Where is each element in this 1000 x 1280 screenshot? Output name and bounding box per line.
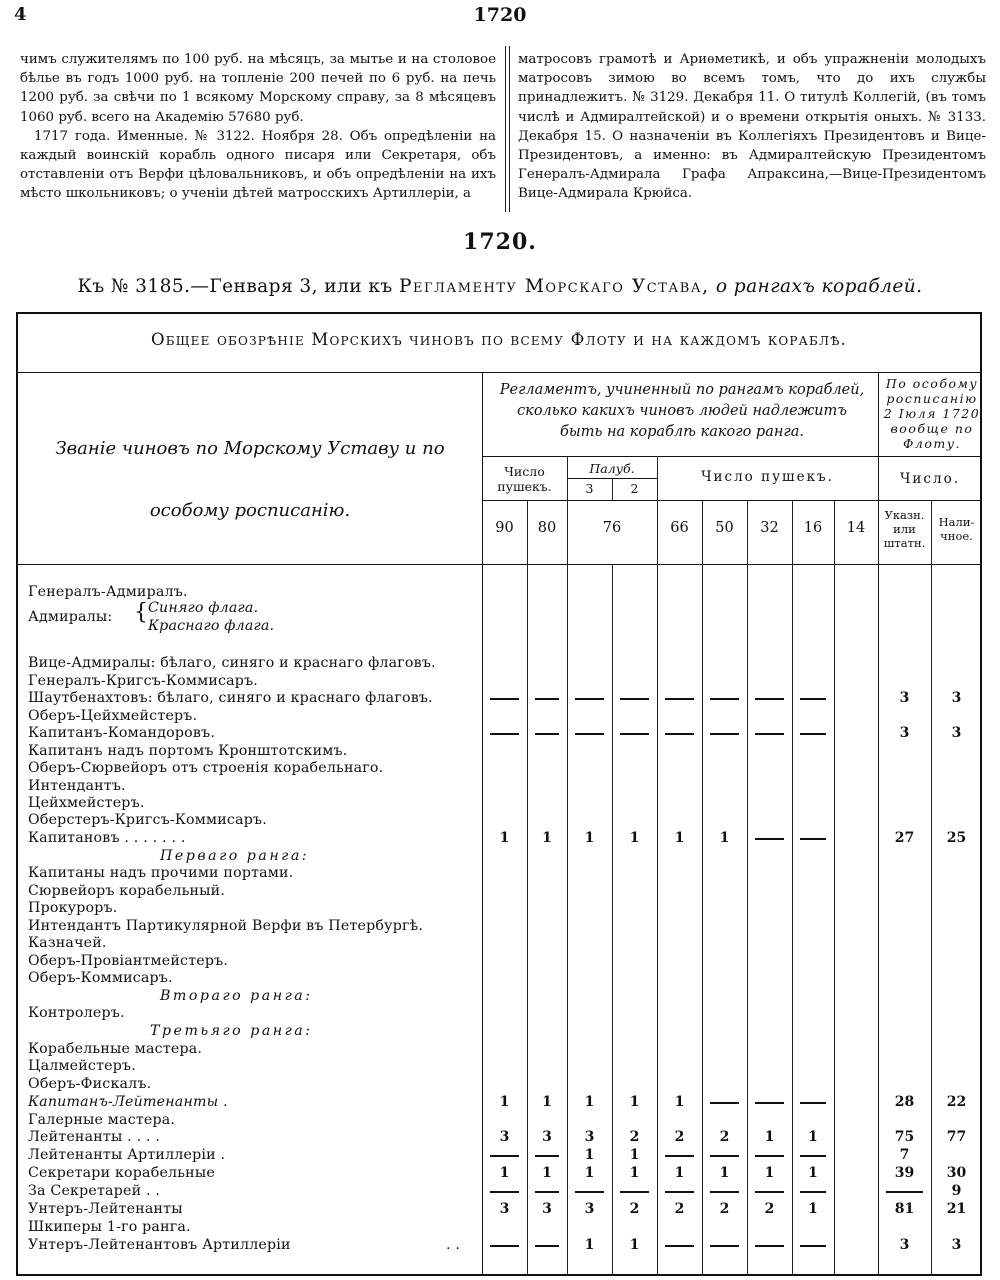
dash-mark xyxy=(886,1191,923,1193)
section-year: 1720. xyxy=(463,229,537,255)
reg-header-line-1: Регламентъ, учиненный по рангамъ кораблей, сколько какихъ чиновъ людей надлежитъ xyxy=(499,382,865,419)
rank-label: Синяго флага. xyxy=(148,600,259,616)
rank-label: Шаутбенахтовъ: бѣлаго, синяго и краснаго флаговъ. xyxy=(28,690,433,706)
rule-reg-header xyxy=(482,456,982,457)
rank-label: За Секретарей . . xyxy=(28,1183,161,1199)
page-number: 4 xyxy=(14,4,27,25)
rank-label: Оберъ-Сюрвейоръ отъ строенія корабельнаго. xyxy=(28,760,384,776)
table-cell: 75 xyxy=(894,1129,915,1145)
rank-label: Капитаны надъ прочими портами. xyxy=(28,865,294,881)
table-cell: 1 xyxy=(808,1129,818,1145)
rank-label: Оберстеръ-Кригсъ-Коммисаръ. xyxy=(28,812,267,828)
table-cell: 2 xyxy=(719,1129,730,1145)
dash-mark xyxy=(710,733,739,735)
rank-column-header xyxy=(24,418,476,542)
count-official xyxy=(878,508,931,550)
body-vline-16 xyxy=(834,564,835,1276)
spec-line-3: 2 Іюля 1720 xyxy=(883,406,981,421)
table-cell: 3 xyxy=(899,725,910,741)
rank-subheading: Втораго ранга: xyxy=(160,988,313,1004)
spec-line-1: По особому xyxy=(885,376,979,391)
table-cell: 2 xyxy=(764,1201,775,1217)
dash-mark xyxy=(800,1155,826,1157)
table-cell: 9 xyxy=(951,1183,962,1199)
table-title: Общее обозрѣніе Морскихъ чиновъ по всему Флоту и на каждомъ кораблѣ. xyxy=(150,330,847,349)
table-cell: 1 xyxy=(629,830,640,846)
table-cell: 7 xyxy=(899,1147,910,1163)
rank-label: Капитанъ-Лейтенанты . xyxy=(28,1094,228,1110)
dash-mark xyxy=(800,1191,826,1193)
dash-mark xyxy=(535,1191,559,1193)
table-cell: 1 xyxy=(499,1094,510,1110)
dash-mark xyxy=(490,1245,519,1247)
table-cell: 1 xyxy=(584,1094,595,1110)
table-cell: 1 xyxy=(808,1201,818,1217)
rank-label: Оберъ-Фискалъ. xyxy=(28,1076,152,1092)
rank-subheading: Третьяго ранга: xyxy=(150,1023,313,1039)
guns-16: 16 xyxy=(803,520,823,536)
rank-label: Контролеръ. xyxy=(28,1005,125,1021)
dash-mark xyxy=(755,698,784,700)
table-cell: 3 xyxy=(899,1237,910,1253)
dash-mark xyxy=(490,1155,519,1157)
table-cell: 1 xyxy=(499,1165,510,1181)
rank-label: Галерные мастера. xyxy=(28,1112,176,1128)
table-cell: 1 xyxy=(674,1094,685,1110)
table-cell: 3 xyxy=(542,1129,552,1145)
table-cell: 1 xyxy=(584,1165,595,1181)
table-cell: 3 xyxy=(951,1237,962,1253)
rank-label: Цейхмейстеръ. xyxy=(28,795,145,811)
guns-32: 32 xyxy=(760,520,779,536)
table-cell: 2 xyxy=(674,1129,685,1145)
rank-label: Цалмейстеръ. xyxy=(28,1058,136,1074)
dash-mark xyxy=(665,1245,694,1247)
count-official-3: штатн. xyxy=(883,536,926,550)
dash-mark xyxy=(710,698,739,700)
heading-ranks: о рангахъ кораблей. xyxy=(715,276,923,297)
rank-label: Лейтенанты . . . . xyxy=(28,1129,161,1145)
table-cell: 1 xyxy=(719,830,730,846)
left-paragraph-2: 1717 года. Именные. № 3122. Ноября 28. Объ опредѣленіи на каждый воинскій корабль одного писаря или Секретаря, объ отставленіи отъ Верфи цѣловальниковъ, и объ опредѣленіи на ихъ мѣсто школьниковъ; о ученіи дѣтей матросскихъ Артиллеріи, а xyxy=(20,128,496,202)
dash-mark xyxy=(575,733,604,735)
table-cell: 1 xyxy=(542,1165,552,1181)
dash-mark xyxy=(710,1102,739,1104)
dash-mark xyxy=(620,698,649,700)
right-column-text xyxy=(518,50,986,204)
table-cell: 1 xyxy=(584,1237,595,1253)
guns-50: 50 xyxy=(715,520,734,536)
rank-label: Сюрвейоръ корабельный. xyxy=(28,883,226,899)
table-cell: 1 xyxy=(674,830,685,846)
table-cell: 2 xyxy=(629,1201,640,1217)
guns-14: 14 xyxy=(846,520,866,536)
table-cell: 3 xyxy=(584,1201,595,1217)
table-cell: 1 xyxy=(629,1094,640,1110)
dash-mark xyxy=(535,698,559,700)
dash-mark xyxy=(535,1245,559,1247)
dash-mark xyxy=(490,1191,519,1193)
table-cell: 1 xyxy=(764,1129,775,1145)
dash-mark xyxy=(755,1155,784,1157)
table-cell: 2 xyxy=(674,1201,685,1217)
table-cell: 22 xyxy=(946,1094,967,1110)
dots-leader: . . xyxy=(446,1237,461,1253)
table-cell: 30 xyxy=(946,1165,967,1181)
dash-mark xyxy=(755,733,784,735)
dash-mark xyxy=(620,1191,649,1193)
table-cell: 1 xyxy=(808,1165,818,1181)
table-cell: 1 xyxy=(719,1165,730,1181)
dash-mark xyxy=(800,698,826,700)
table-cell: 21 xyxy=(946,1201,967,1217)
rank-label: Капитановъ . . . . . . . xyxy=(28,830,186,846)
dash-mark xyxy=(800,1245,826,1247)
dash-mark xyxy=(755,838,784,840)
rank-label: Прокуроръ. xyxy=(28,900,118,916)
special-schedule-header xyxy=(882,376,982,451)
rank-label: Краснаго флага. xyxy=(148,618,275,634)
dash-mark xyxy=(710,1155,739,1157)
left-column-text xyxy=(20,50,496,204)
dash-mark xyxy=(575,698,604,700)
dash-mark xyxy=(800,733,826,735)
count-actual-2: чное. xyxy=(940,529,973,543)
table-cell: 25 xyxy=(946,830,967,846)
dash-mark xyxy=(800,838,826,840)
dash-mark xyxy=(800,1102,826,1104)
spec-line-2: росписанію xyxy=(886,391,978,406)
rank-label: Генералъ-Кригсъ-Коммисаръ. xyxy=(28,673,259,689)
rank-label: Адмиралы: xyxy=(28,609,113,625)
dash-mark xyxy=(665,698,694,700)
running-year: 1720 xyxy=(473,4,527,26)
rank-label: Лейтенанты Артиллеріи . xyxy=(28,1147,226,1163)
table-cell: 3 xyxy=(951,690,962,706)
rank-label: Корабельные мастера. xyxy=(28,1041,203,1057)
rank-label: Оберъ-Цейхмейстеръ. xyxy=(28,708,198,724)
table-cell: 1 xyxy=(629,1165,640,1181)
table-cell: 1 xyxy=(674,1165,685,1181)
rank-label: Капитанъ-Командоровъ. xyxy=(28,725,216,741)
rank-label: Генералъ-Адмиралъ. xyxy=(28,584,188,600)
rank-label: Интендантъ. xyxy=(28,778,126,794)
rank-label: Капитанъ надъ портомъ Кронштотскимъ. xyxy=(28,743,348,759)
rank-label: Секретари корабельные xyxy=(28,1165,215,1181)
table-cell: 1 xyxy=(584,1147,595,1163)
guns-66: 66 xyxy=(670,520,689,536)
heading-prefix: Къ № 3185.—Генваря 3, или къ xyxy=(77,276,393,297)
left-paragraph-1: чимъ служителямъ по 100 руб. на мѣсяцъ, за мытье и на столовое бѣлье въ годъ 1000 руб. на топленіе 200 печей по 6 руб. на печь 1200 руб. за свѣчи по 1 всякому Морскому справу, за 8 мѣсяцевъ 1060 руб. всего на Академію 57680 руб. xyxy=(20,52,496,125)
rank-label: Унтеръ-Лейтенантовъ Артиллеріи xyxy=(28,1237,291,1253)
dash-mark xyxy=(665,733,694,735)
brace-glyph: { xyxy=(134,600,149,625)
guns-label-a-2: пушекъ. xyxy=(497,479,552,494)
rank-label: Унтеръ-Лейтенанты xyxy=(28,1201,183,1217)
table-cell: 2 xyxy=(629,1129,640,1145)
dash-mark xyxy=(620,733,649,735)
rank-label: Оберъ-Коммисаръ. xyxy=(28,970,173,986)
dash-mark xyxy=(575,1191,604,1193)
dash-mark xyxy=(755,1245,784,1247)
dash-mark xyxy=(535,1155,559,1157)
table-cell: 3 xyxy=(542,1201,552,1217)
decks-2: 2 xyxy=(630,481,639,496)
rank-header-line-1: Званіе чиновъ по Морскому Уставу и по xyxy=(55,438,445,459)
dash-mark xyxy=(755,1191,784,1193)
table-cell: 3 xyxy=(951,725,962,741)
guns-90: 90 xyxy=(495,520,514,536)
table-cell: 1 xyxy=(764,1165,775,1181)
rank-header-line-2: особому росписанію. xyxy=(149,500,351,521)
count-actual-1: Нали- xyxy=(938,515,975,529)
table-cell: 1 xyxy=(629,1147,640,1163)
table-cell: 1 xyxy=(499,830,510,846)
guns-76: 76 xyxy=(602,520,622,536)
table-cell: 39 xyxy=(894,1165,915,1181)
table-cell: 1 xyxy=(542,1094,552,1110)
count-label: Число. xyxy=(900,471,960,487)
guns-label-a-1: Число xyxy=(504,464,545,479)
heading-reglament: Регламенту Морскаго Устава, xyxy=(398,276,710,297)
table-cell: 3 xyxy=(584,1129,595,1145)
right-paragraph-1: матросовъ грамотѣ и Ариѳметикѣ, и объ упражненіи молодыхъ матросовъ зимою во всемъ томъ, что до ихъ службы принадлежитъ. № 3129. Декабря 11. О титулѣ Коллегій, (въ томъ числѣ и Адмиралтейской) и о времени открытія оныхъ. № 3133. Декабря 15. О назначеніи въ Коллегіяхъ Президентовъ и Вице-Президентовъ, а именно: въ Адмиралтейскую Президентомъ Генералъ-Адмирала Графа Апраксина,—Вице-Президентомъ Вице-Адмирала Крюйса. xyxy=(518,52,986,202)
decks-3: 3 xyxy=(585,481,594,496)
guns-label-b: Число пушекъ. xyxy=(701,469,834,485)
spec-line-4: вообще по xyxy=(890,421,974,436)
reglament-header xyxy=(486,380,878,443)
table-cell: 3 xyxy=(499,1201,510,1217)
dash-mark xyxy=(665,1191,694,1193)
table-cell: 3 xyxy=(499,1129,510,1145)
spec-line-5: Флоту. xyxy=(903,436,961,451)
count-official-1: Указн. xyxy=(884,508,925,522)
dash-mark xyxy=(490,698,519,700)
table-cell: 77 xyxy=(946,1129,967,1145)
rule-title xyxy=(16,372,982,373)
guns-label-a xyxy=(482,464,567,494)
decks-label: Палуб. xyxy=(589,461,635,476)
table-cell: 1 xyxy=(542,830,552,846)
table-cell: 1 xyxy=(629,1237,640,1253)
rule-guns-label xyxy=(482,500,982,501)
reg-header-line-2: быть на кораблѣ какого ранга. xyxy=(560,424,804,440)
rank-label: Казначей. xyxy=(28,935,107,951)
rule-header-bottom xyxy=(16,564,982,565)
dash-mark xyxy=(490,733,519,735)
table-cell: 28 xyxy=(894,1094,915,1110)
table-cell: 81 xyxy=(894,1201,915,1217)
table-cell: 1 xyxy=(584,830,595,846)
rank-subheading: Перваго ранга: xyxy=(160,848,310,864)
dash-mark xyxy=(755,1102,784,1104)
column-separator xyxy=(505,46,510,212)
rank-label: Интендантъ Партикулярной Верфи въ Петербургѣ. xyxy=(28,918,424,934)
table-cell: 2 xyxy=(719,1201,730,1217)
table-cell: 27 xyxy=(894,830,915,846)
section-heading xyxy=(0,276,1000,297)
dash-mark xyxy=(710,1191,739,1193)
table-cell: 3 xyxy=(899,690,910,706)
rank-label: Шкиперы 1-го ранга. xyxy=(28,1219,191,1235)
count-official-2: или xyxy=(893,522,916,536)
dash-mark xyxy=(710,1245,739,1247)
guns-80: 80 xyxy=(537,520,557,536)
dash-mark xyxy=(535,733,559,735)
count-actual xyxy=(931,515,982,543)
rank-label: Вице-Адмиралы: бѣлаго, синяго и краснаго флаговъ. xyxy=(28,655,436,671)
dash-mark xyxy=(665,1155,694,1157)
rank-label: Оберъ-Провіантмейстеръ. xyxy=(28,953,229,969)
